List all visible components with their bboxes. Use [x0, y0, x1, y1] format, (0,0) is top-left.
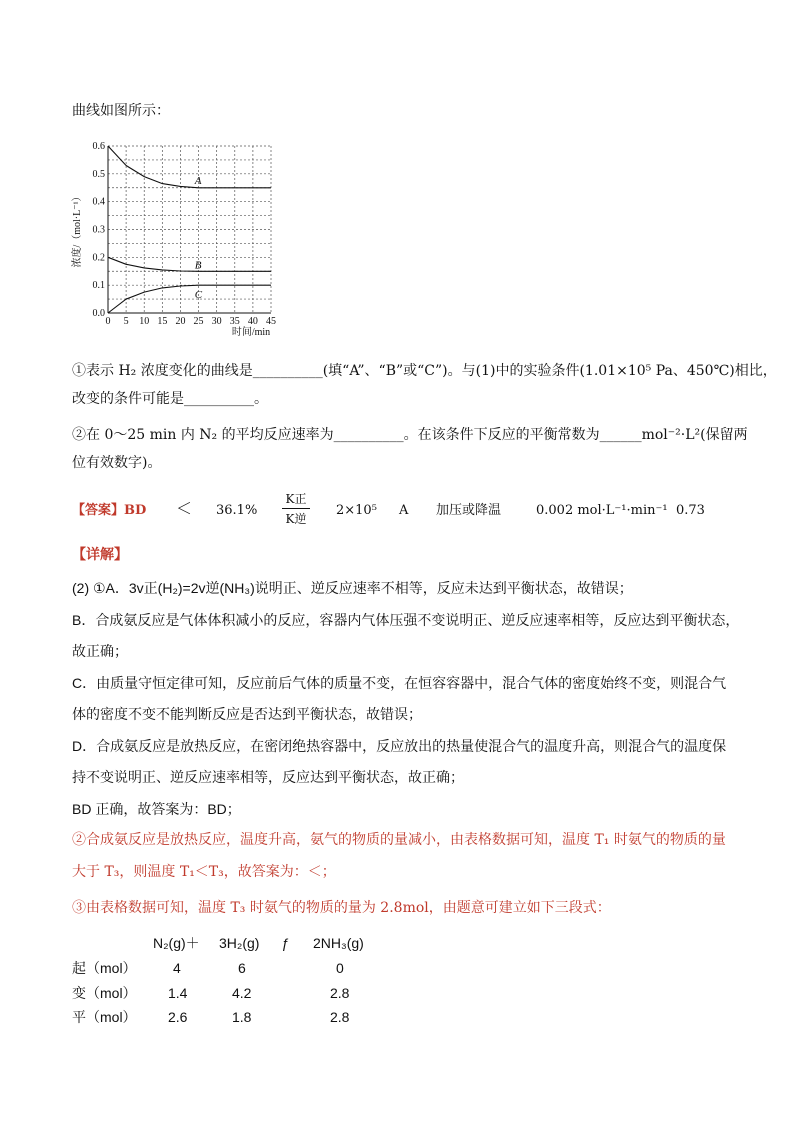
table-cell: 6: [238, 960, 246, 976]
detail-line-3: 故正确；: [72, 643, 128, 659]
answer-item-5: 加压或降温: [436, 503, 502, 518]
x-tick-label: 25: [193, 316, 204, 327]
x-tick-label: 10: [139, 316, 150, 327]
table-cell: 0: [336, 960, 344, 976]
table-row-label: 平（mol）: [72, 1009, 137, 1025]
y-axis-label: 浓度/（mol·L⁻¹）: [72, 191, 83, 268]
table-header-n2: N₂(g)＋: [153, 935, 200, 951]
table-cell: 4: [173, 960, 181, 976]
x-tick-label: 15: [157, 316, 168, 327]
answer-item-7: 0.73: [676, 503, 705, 518]
x-axis-label: 时间/min: [231, 327, 271, 338]
y-tick-label: 0.3: [92, 224, 105, 236]
detail-line-7: 持不变说明正、逆反应速率相等，反应达到平衡状态，故正确；: [72, 769, 464, 785]
x-tick-label: 35: [229, 316, 240, 327]
detail-line-10: 大于 T₃，则温度 T₁＜T₃，故答案为：＜；: [72, 864, 336, 880]
detail-line-4: C．由质量守恒定律可知，反应前后气体的质量不变，在恒容容器中，混合气体的密度始终不变，则混合气: [72, 675, 727, 691]
table-row-label: 起（mol）: [72, 960, 137, 976]
detail-line-6: D．合成氨反应是放热反应，在密闭绝热容器中，反应放出的热量使混合气的温度升高，则混合气的温度保: [72, 738, 727, 754]
answer-item-6: 0.002 mol·L⁻¹·min⁻¹: [536, 503, 668, 518]
detail-line-1: (2) ①A．3v正(H₂)=2v逆(NH₃)说明正、逆反应速率不相等，反应未达到平衡状态，故错误；: [72, 580, 633, 596]
answer-item-1: ＜: [176, 499, 193, 518]
table-cell: 2.8: [330, 1009, 350, 1025]
detail-line-11: ③由表格数据可知，温度 T₃ 时氨气的物质的量为 2.8mol，由题意可建立如下三段式：: [72, 900, 611, 916]
series-line-a: [108, 146, 271, 188]
x-tick-label: 0: [105, 316, 111, 327]
answer-label: 【答案】BD: [72, 503, 147, 518]
table-row-label: 变（mol）: [72, 985, 137, 1001]
answer-item-2: 36.1%: [216, 503, 258, 518]
question-2-line1: ②在 0～25 min 内 N₂ 的平均反应速率为__________。在该条件下反应的平衡常数为______mol⁻²·L²(保留两: [72, 427, 748, 443]
table-cell: 1.8: [232, 1009, 252, 1025]
question-1-line2: 改变的条件可能是__________。: [72, 391, 268, 407]
y-tick-label: 0.2: [92, 252, 105, 264]
y-tick-label: 0.6: [92, 141, 105, 152]
chart-labels: [70, 141, 276, 338]
x-tick-label: 45: [266, 316, 276, 327]
detail-line-2: B．合成氨反应是气体体积减小的反应，容器内气体压强不变说明正、逆反应速率相等，反应达到平衡状态，: [72, 612, 740, 628]
answer-fraction: [282, 490, 310, 527]
answer-item-3: 2×10⁵: [336, 503, 377, 518]
series-label-a: A: [194, 174, 202, 187]
question-1-line1: ①表示 H₂ 浓度变化的曲线是__________(填“A”、“B”或“C”)。与(1)中的实验条件(1.01×10⁵ Pa、450℃)相比，: [72, 363, 777, 379]
series-line-b: [108, 257, 271, 271]
x-tick-label: 5: [123, 316, 129, 327]
fraction-bar: [282, 508, 310, 509]
x-tick-label: 30: [211, 316, 222, 327]
table-header-equilibrium-arrow: ƒ: [281, 935, 289, 951]
table-header-h2: 3H₂(g): [219, 935, 260, 951]
chart-grid: [108, 146, 271, 313]
detail-line-8: BD 正确，故答案为：BD；: [72, 801, 241, 817]
answer-item-4: A: [399, 503, 409, 518]
y-tick-label: 0.5: [92, 168, 105, 180]
y-tick-label: 0.1: [92, 280, 105, 292]
intro-text: 曲线如图所示：: [72, 103, 170, 119]
series-label-b: B: [194, 259, 202, 272]
fraction-denominator: K逆: [285, 512, 307, 526]
table-cell: 2.8: [330, 985, 350, 1001]
table-header-nh3: 2NH₃(g): [313, 935, 364, 951]
y-tick-label: 0.0: [92, 308, 105, 319]
concentration-time-chart: [70, 136, 290, 346]
table-cell: 1.4: [168, 985, 188, 1001]
detail-line-5: 体的密度不变不能判断反应是否达到平衡状态，故错误；: [72, 706, 422, 722]
series-label-c: C: [194, 289, 203, 302]
question-2-line2: 位有效数字)。: [72, 455, 162, 471]
y-tick-label: 0.4: [92, 196, 105, 208]
detail-label: 【详解】: [72, 547, 128, 563]
x-tick-label: 40: [247, 316, 258, 327]
fraction-numerator: K正: [285, 492, 307, 506]
x-tick-label: 20: [175, 316, 186, 327]
detail-line-9: ②合成氨反应是放热反应，温度升高，氨气的物质的量减小，由表格数据可知，温度 T₁ 时氨气的物质的量: [72, 832, 726, 848]
table-cell: 2.6: [168, 1009, 188, 1025]
table-cell: 4.2: [232, 985, 252, 1001]
